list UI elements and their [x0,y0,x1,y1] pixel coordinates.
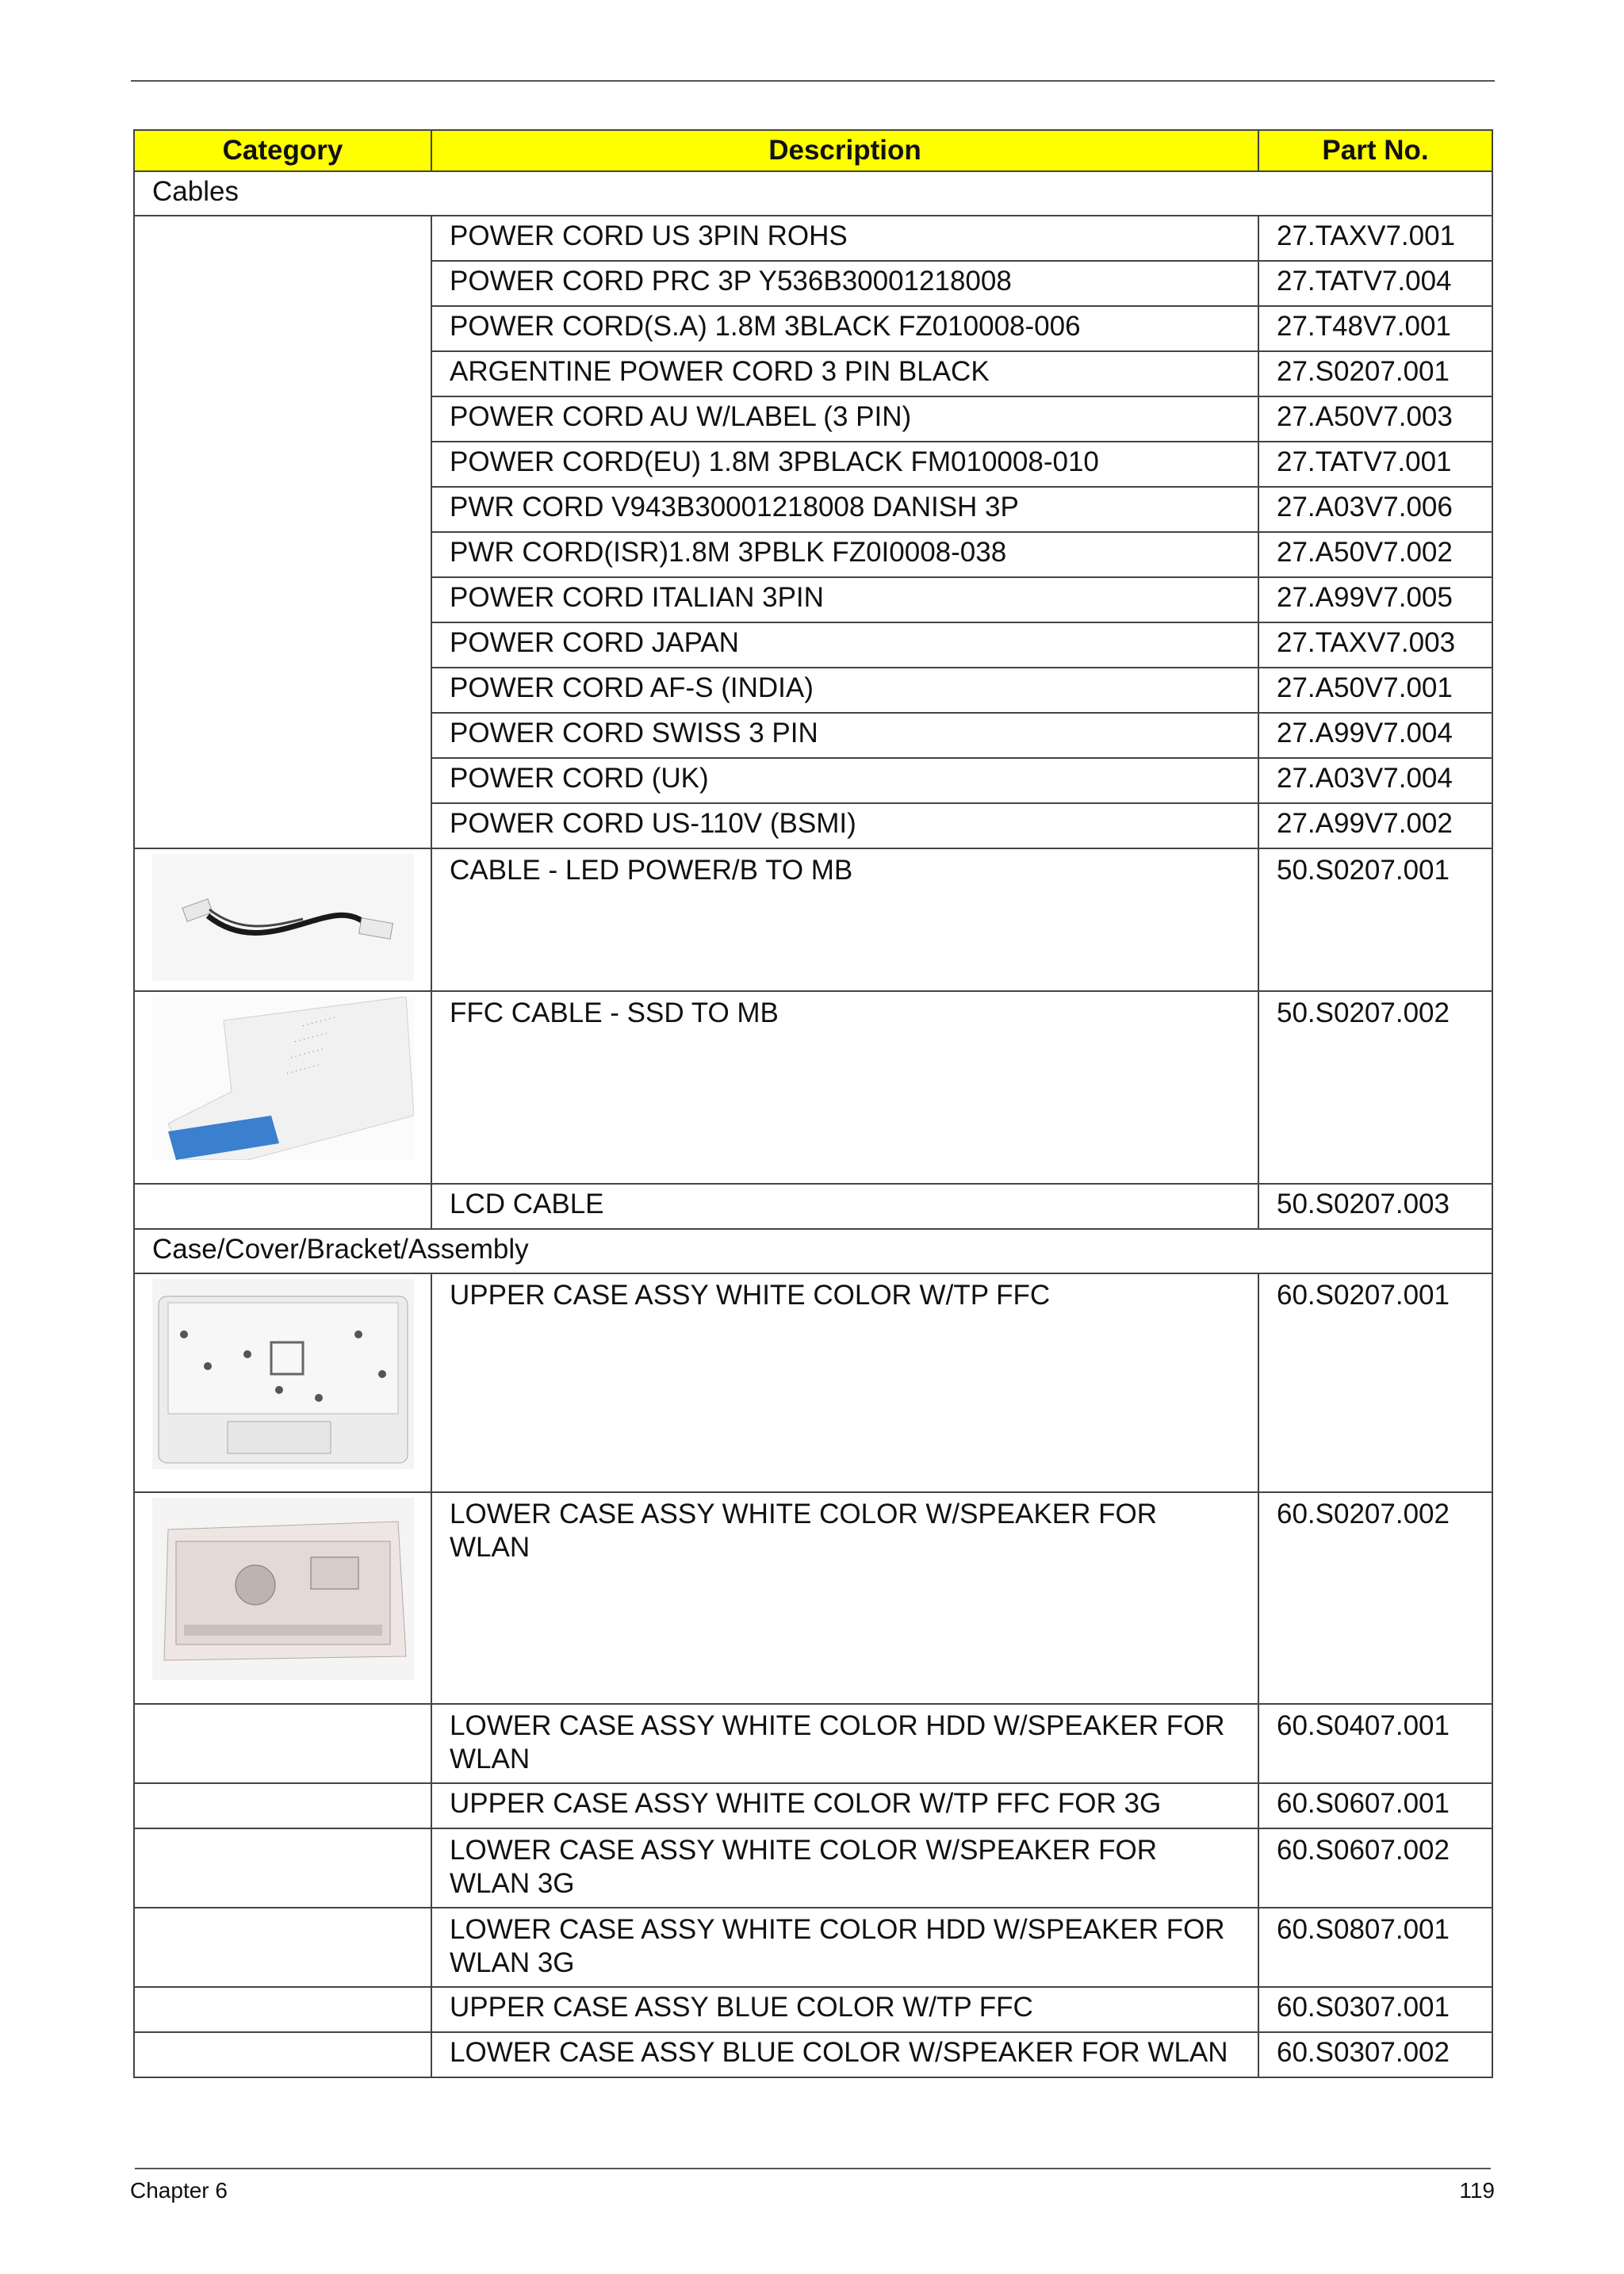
image-cell [134,1273,431,1492]
description-cell: POWER CORD PRC 3P Y536B30001218008 [431,261,1258,306]
description-cell: FFC CABLE - SSD TO MB [431,991,1258,1184]
part-no-cell: 60.S0207.002 [1258,1492,1492,1704]
part-no-cell: 27.A50V7.003 [1258,396,1492,442]
category-row-cables [134,171,1492,216]
part-no-cell: 60.S0307.001 [1258,1987,1492,2032]
part-no-cell: 60.S0207.001 [1258,1273,1492,1492]
svg-text:· · · · · · · ·: · · · · · · · · [289,1046,325,1062]
description-cell: PWR CORD V943B30001218008 DANISH 3P [431,487,1258,532]
description-cell: PWR CORD(ISR)1.8M 3PBLK FZ0I0008-038 [431,532,1258,577]
table-row [134,1184,1492,1229]
svg-text:· · · · · · · ·: · · · · · · · · [301,1014,337,1031]
part-no-cell: 27.A99V7.002 [1258,803,1492,848]
svg-text:· · · · · · · ·: · · · · · · · · [293,1030,329,1047]
part-no-cell: 27.A50V7.001 [1258,668,1492,713]
category-cell-empty [134,1184,431,1229]
led-power-cable-image [152,854,414,981]
category-cell-empty [134,2032,431,2077]
category-row-case [134,1229,1492,1273]
part-no-cell: 27.A50V7.002 [1258,532,1492,577]
description-cell: POWER CORD(S.A) 1.8M 3BLACK FZ010008-006 [431,306,1258,351]
description-cell: LOWER CASE ASSY WHITE COLOR HDD W/SPEAKER FOR WLAN 3G [431,1908,1258,1987]
category-cell-empty [134,216,431,848]
part-no-cell: 50.S0207.002 [1258,991,1492,1184]
header-category: Category [134,130,431,171]
part-no-cell: 27.A99V7.004 [1258,713,1492,758]
part-no-cell: 60.S0307.002 [1258,2032,1492,2077]
footer-rule [135,2168,1491,2169]
header-part-no: Part No. [1258,130,1492,171]
category-label: Case/Cover/Bracket/Assembly [134,1229,1492,1273]
description-cell: POWER CORD US 3PIN ROHS [431,216,1258,261]
table-row [134,1987,1492,2032]
ffc-ribbon-cable-image [152,997,414,1160]
svg-text:· · · · · · · ·: · · · · · · · · [285,1062,321,1078]
description-cell: ARGENTINE POWER CORD 3 PIN BLACK [431,351,1258,396]
table-row [134,1704,1492,1783]
footer-chapter: Chapter 6 [130,2178,228,2203]
image-cell [134,991,431,1184]
table-row [134,1783,1492,1828]
table-row [134,991,1492,1184]
description-cell: POWER CORD ITALIAN 3PIN [431,577,1258,622]
part-no-cell: 27.TAXV7.001 [1258,216,1492,261]
image-cell [134,1492,431,1704]
description-cell: UPPER CASE ASSY BLUE COLOR W/TP FFC [431,1987,1258,2032]
description-cell: LOWER CASE ASSY WHITE COLOR HDD W/SPEAKER FOR WLAN [431,1704,1258,1783]
description-cell: POWER CORD(EU) 1.8M 3PBLACK FM010008-010 [431,442,1258,487]
part-no-cell: 27.TAXV7.003 [1258,622,1492,668]
upper-case-white-image [152,1279,414,1469]
description-cell: POWER CORD (UK) [431,758,1258,803]
description-cell: POWER CORD US-110V (BSMI) [431,803,1258,848]
description-cell: LOWER CASE ASSY WHITE COLOR W/SPEAKER FOR WLAN [431,1492,1258,1704]
table-row [134,2032,1492,2077]
part-no-cell: 60.S0607.001 [1258,1783,1492,1828]
description-cell: POWER CORD AU W/LABEL (3 PIN) [431,396,1258,442]
part-no-cell: 27.S0207.001 [1258,351,1492,396]
category-label: Cables [134,171,1492,216]
category-cell-empty [134,1783,431,1828]
part-no-cell: 27.T48V7.001 [1258,306,1492,351]
description-cell: UPPER CASE ASSY WHITE COLOR W/TP FFC [431,1273,1258,1492]
description-cell: POWER CORD JAPAN [431,622,1258,668]
table-row [134,1492,1492,1704]
description-cell: CABLE - LED POWER/B TO MB [431,848,1258,991]
part-no-cell: 60.S0607.002 [1258,1828,1492,1908]
part-no-cell: 27.TATV7.004 [1258,261,1492,306]
header-rule [131,80,1495,82]
part-no-cell: 27.A03V7.004 [1258,758,1492,803]
description-cell: LCD CABLE [431,1184,1258,1229]
table-row [134,848,1492,991]
lower-case-white-image [152,1498,414,1680]
part-no-cell: 27.A03V7.006 [1258,487,1492,532]
description-cell: POWER CORD AF-S (INDIA) [431,668,1258,713]
part-no-cell: 50.S0207.003 [1258,1184,1492,1229]
part-no-cell: 60.S0407.001 [1258,1704,1492,1783]
table-row [134,1273,1492,1492]
part-no-cell: 27.A99V7.005 [1258,577,1492,622]
category-cell-empty [134,1828,431,1908]
category-cell-empty [134,1704,431,1783]
table-row [134,216,1492,261]
part-no-cell: 27.TATV7.001 [1258,442,1492,487]
description-cell: POWER CORD SWISS 3 PIN [431,713,1258,758]
category-cell-empty [134,1908,431,1987]
table-header-row [134,130,1492,171]
parts-table [133,129,1493,2078]
table-row [134,1908,1492,1987]
description-cell: LOWER CASE ASSY WHITE COLOR W/SPEAKER FOR WLAN 3G [431,1828,1258,1908]
description-cell: LOWER CASE ASSY BLUE COLOR W/SPEAKER FOR WLAN [431,2032,1258,2077]
part-no-cell: 60.S0807.001 [1258,1908,1492,1987]
category-cell-empty [134,1987,431,2032]
table-row [134,1828,1492,1908]
image-cell [134,848,431,991]
part-no-cell: 50.S0207.001 [1258,848,1492,991]
description-cell: UPPER CASE ASSY WHITE COLOR W/TP FFC FOR 3G [431,1783,1258,1828]
page-number: 119 [1459,2178,1495,2203]
header-description: Description [431,130,1258,171]
